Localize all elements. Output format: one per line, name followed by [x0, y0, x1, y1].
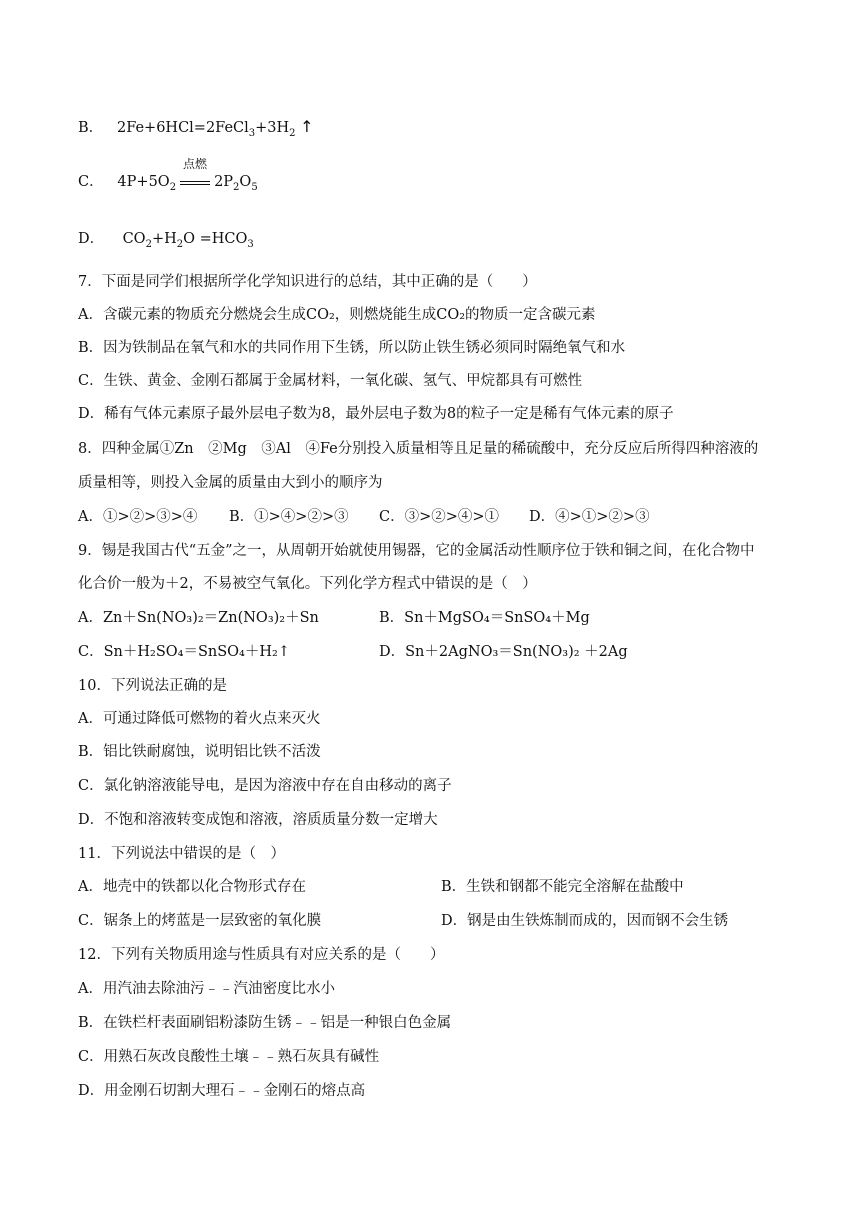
q10-option-b: B．铝比铁耐腐蚀，说明铝比铁不活泼 — [78, 744, 321, 760]
q7-option-a: A．含碳元素的物质充分燃烧会生成CO₂，则燃烧能生成CO₂的物质一定含碳元素 — [78, 307, 596, 323]
reaction-condition: 点燃 — [178, 172, 212, 192]
q12-option-b: B．在铁栏杆表面刷铝粉漆防生锈﹣﹣铝是一种银白色金属 — [78, 1015, 452, 1031]
q11-option-d: D．钢是由生铁炼制而成的，因而钢不会生锈 — [441, 913, 729, 929]
q6-option-b — [78, 117, 314, 138]
q10-option-a: A．可通过降低可燃物的着火点来灭火 — [78, 711, 321, 727]
q12-stem: 12．下列有关物质用途与性质具有对应关系的是（ ） — [78, 947, 445, 963]
q9-option-b: B．Sn＋MgSO₄＝SnSO₄＋Mg — [379, 610, 590, 626]
q8-stem-line1: 8．四种金属①Zn ②Mg ③Al ④Fe分别投入质量相等且足量的稀硫酸中，充分反应后所得四种溶液的 — [78, 441, 759, 457]
q6-option-d-label: D． — [78, 231, 105, 247]
q6-option-c-label: C． — [78, 174, 104, 190]
q10-stem: 10．下列说法正确的是 — [78, 678, 227, 694]
q8-stem-line2: 质量相等，则投入金属的质量由大到小的顺序为 — [78, 475, 383, 491]
q7-option-c: C．生铁、黄金、金刚石都属于金属材料，一氧化碳、氢气、甲烷都具有可燃性 — [78, 373, 583, 389]
q8-option-a: A．①>②>③>④ — [78, 509, 198, 525]
q12-option-a: A．用汽油去除油污﹣﹣汽油密度比水小 — [78, 981, 335, 997]
q11-option-c: C．锯条上的烤蓝是一层致密的氧化膜 — [78, 913, 322, 929]
q9-option-c: C．Sn＋H₂SO₄＝SnSO₄＋H₂↑ — [78, 644, 290, 660]
q11-stem: 11．下列说法中错误的是（ ） — [78, 846, 285, 862]
q12-option-c: C．用熟石灰改良酸性土壤﹣﹣熟石灰具有碱性 — [78, 1049, 380, 1065]
q11-option-a: A．地壳中的铁都以化合物形式存在 — [78, 879, 306, 895]
q7-option-d: D．稀有气体元素原子最外层电子数为8，最外层电子数为8的粒子一定是稀有气体元素的原子 — [78, 406, 674, 422]
q9-option-a: A．Zn＋Sn(NO₃)₂＝Zn(NO₃)₂＋Sn — [78, 610, 319, 626]
q6-option-b-label: B． — [78, 120, 104, 136]
q8-option-c: C．③>②>④>① — [379, 509, 500, 525]
q6-option-d — [78, 229, 254, 249]
q6-option-d-equation: $CO_2+H_2O =HCO_3$ — [108, 231, 254, 250]
q10-option-d: D．不饱和溶液转变成饱和溶液，溶质质量分数一定增大 — [78, 812, 438, 828]
q9-stem-line2: 化合价一般为＋2，不易被空气氧化。下列化学方程式中错误的是（ ） — [78, 576, 537, 592]
q7-stem: 7．下面是同学们根据所学化学知识进行的总结，其中正确的是（ ） — [78, 274, 537, 290]
q8-option-b: B．①>④>②>③ — [229, 509, 349, 525]
q7-option-b: B．因为铁制品在氧气和水的共同作用下生锈，所以防止铁生锈必须同时隔绝氧气和水 — [78, 340, 626, 356]
q9-option-d: D．Sn＋2AgNO₃＝Sn(NO₃)₂ ＋2Ag — [379, 644, 628, 660]
q9-stem-line1: 9．锡是我国古代“五金”之一，从周朝开始就使用锡器，它的金属活动性顺序位于铁和铜之间，在化合物中 — [78, 543, 755, 559]
q6-option-c — [78, 157, 258, 193]
q6-option-c-equation: $4P+5O_2$ 点燃 $2P_2O_5$ — [108, 157, 258, 193]
q10-option-c: C．氯化钠溶液能导电，是因为溶液中存在自由移动的离子 — [78, 778, 452, 794]
q11-option-b: B．生铁和钢都不能完全溶解在盐酸中 — [441, 879, 684, 895]
q6-option-b-equation: $2Fe+6HCl=2FeCl_3+3H_2$ ↑ — [107, 117, 314, 139]
q12-option-d: D．用金刚石切割大理石﹣﹣金刚石的熔点高 — [78, 1083, 366, 1099]
q8-option-d: D．④>①>②>③ — [529, 509, 650, 525]
